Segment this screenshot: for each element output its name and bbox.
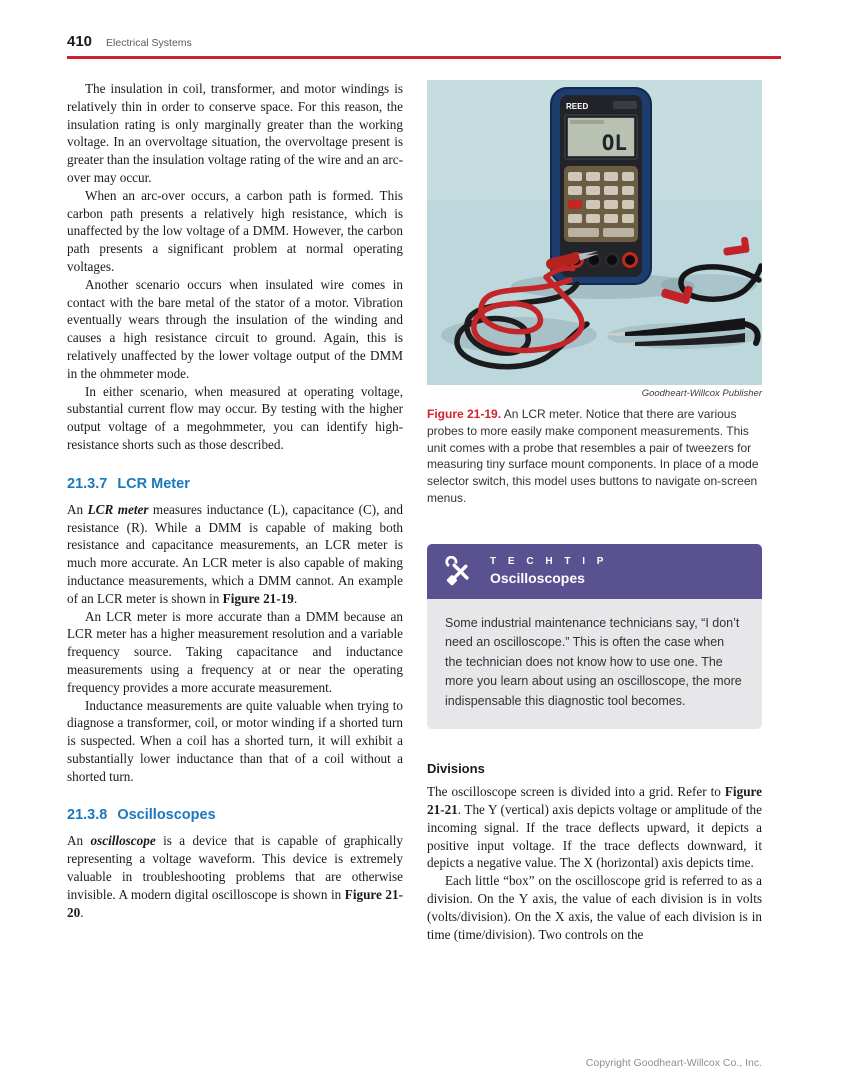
body-paragraph: An LCR meter measures inductance (L), capacitance (C), and resistance (R). While a DMM is capable of making both resistance and capacitance measurements, an LCR meter is much more accurate. An LCR meter is also capable of making inductance measurements, which a DMM cannot. An example of an LCR meter is shown in Figure 21-19.	[67, 501, 403, 606]
key-term: LCR meter	[87, 501, 149, 517]
body-paragraph: An oscilloscope is a device that is capable of graphically representing a voltage waveform. This device is extremely valuable in troubleshooting problems that are otherwise invisible. A modern digital oscilloscope is shown in Figure 21-20.	[67, 833, 404, 920]
tech-tip-header	[427, 544, 762, 599]
figure-reference: Figure 21-20	[67, 886, 403, 920]
page-header	[67, 33, 781, 50]
meter-reading: OL	[601, 131, 627, 155]
section-heading-oscilloscopes	[67, 807, 403, 823]
divisions-heading: Divisions	[427, 761, 485, 777]
body-paragraph: Another scenario occurs when insulated wire comes in contact with the bare metal of the stator of a motor. Vibration eventually wears through the insulation of the winding and causes a high resistance circuit to ground. Again, this is relatively unaffected by the lower voltage output of the DMM in the ohmmeter mode.	[67, 276, 403, 381]
meter-body	[551, 88, 651, 284]
meter-brand: REED	[566, 102, 589, 111]
tech-tip-kicker: T E C H T I P	[490, 555, 608, 567]
figure-label: Figure 21-19.	[427, 407, 502, 421]
figure-caption-text: An LCR meter. Notice that there are various probes to more easily make component measurements. This unit comes with a probe that resembles a pair of tweezers for measuring tiny surface mount components. In place of a mode selector switch, this model uses buttons to navigate on-screen menus.	[427, 407, 759, 505]
body-paragraph: The insulation in coil, transformer, and motor windings is relatively thin in order to conserve space. For this reason, the insulation rating is only marginally greater than the working voltage. In an overvoltage situation, the overvoltage present is greater than the insulation voltage rating of the wire and an arc-over may occur.	[67, 81, 403, 185]
section-title: Oscilloscopes	[117, 807, 216, 824]
section-number: 21.3.8	[67, 807, 108, 824]
right-column	[427, 80, 762, 943]
key-term: oscilloscope	[90, 833, 156, 849]
tech-tip-title: Oscilloscopes	[490, 569, 585, 586]
tech-tip-body	[427, 599, 762, 730]
body-paragraph: The oscilloscope screen is divided into a grid. Refer to Figure 21-21. The Y (vertical) axis depicts voltage or amplitude of the incoming signal. If the trace deflects upward, it depicts a positive input voltage. If the trace deflects downward, it depicts a negative value. The X (horizontal) axis depicts time.	[427, 784, 762, 871]
section-heading-lcr-meter	[67, 476, 403, 492]
tech-tip-text: Some industrial maintenance technicians say, “I don’t need an oscilloscope.” This is often the case when the technician does not know how to use one. The more you learn about using an oscilloscope, the more indispensable this diagnostic tool becomes.	[445, 615, 742, 708]
body-paragraph: When an arc-over occurs, a carbon path is formed. This carbon path presents a relatively high resistance, which is unaffected by the low voltage of a DMM. However, the carbon path presents a significant problem at normal operating voltages.	[67, 187, 403, 274]
body-paragraph: Each little “box” on the oscilloscope grid is referred to as a division. On the Y axis, the value of each division is in volts (volts/division). On the X axis, the value of each division is in time (time/division). Two controls on the	[427, 873, 762, 942]
section-number: 21.3.7	[67, 475, 108, 492]
tech-tip-box	[427, 544, 762, 730]
tech-tip-titles	[490, 556, 608, 586]
header-rule	[67, 56, 781, 59]
left-column	[67, 80, 403, 943]
copyright-footer: Copyright Goodheart-Willcox Co., Inc.	[585, 1057, 762, 1069]
tools-icon	[445, 556, 475, 586]
figure-reference: Figure 21-21	[427, 784, 762, 818]
meter-red-button	[568, 200, 582, 209]
body-paragraph: An LCR meter is more accurate than a DMM because an LCR meter has a higher measurement resolution and a variable frequency source. Taking capacitance and inductance measurements using a frequency at or near the operating frequency provides a more accurate measurement.	[67, 608, 403, 695]
body-paragraph: In either scenario, when measured at operating voltage, substantial current flow may occur. By testing with the higher output voltage of a megohmmeter, you can identify high-resistance shorts such as those described.	[67, 383, 403, 452]
lcr-meter-photo	[427, 80, 762, 385]
chapter-label: Electrical Systems	[106, 37, 192, 49]
page-number: 410	[67, 33, 93, 50]
body-paragraph: Inductance measurements are quite valuable when trying to diagnose a transformer, coil, or motor winding if a shorted turn is suspected. When a coil has a shorted turn, it will exhibit a substantially lower inductance than that of a coil without a shorted turn.	[67, 697, 403, 784]
photo-credit: Goodheart-Willcox Publisher	[641, 388, 762, 399]
content-columns	[67, 80, 782, 943]
section-title: LCR Meter	[117, 475, 190, 492]
figure-reference: Figure 21-19	[222, 590, 294, 606]
figure-caption	[427, 406, 762, 507]
